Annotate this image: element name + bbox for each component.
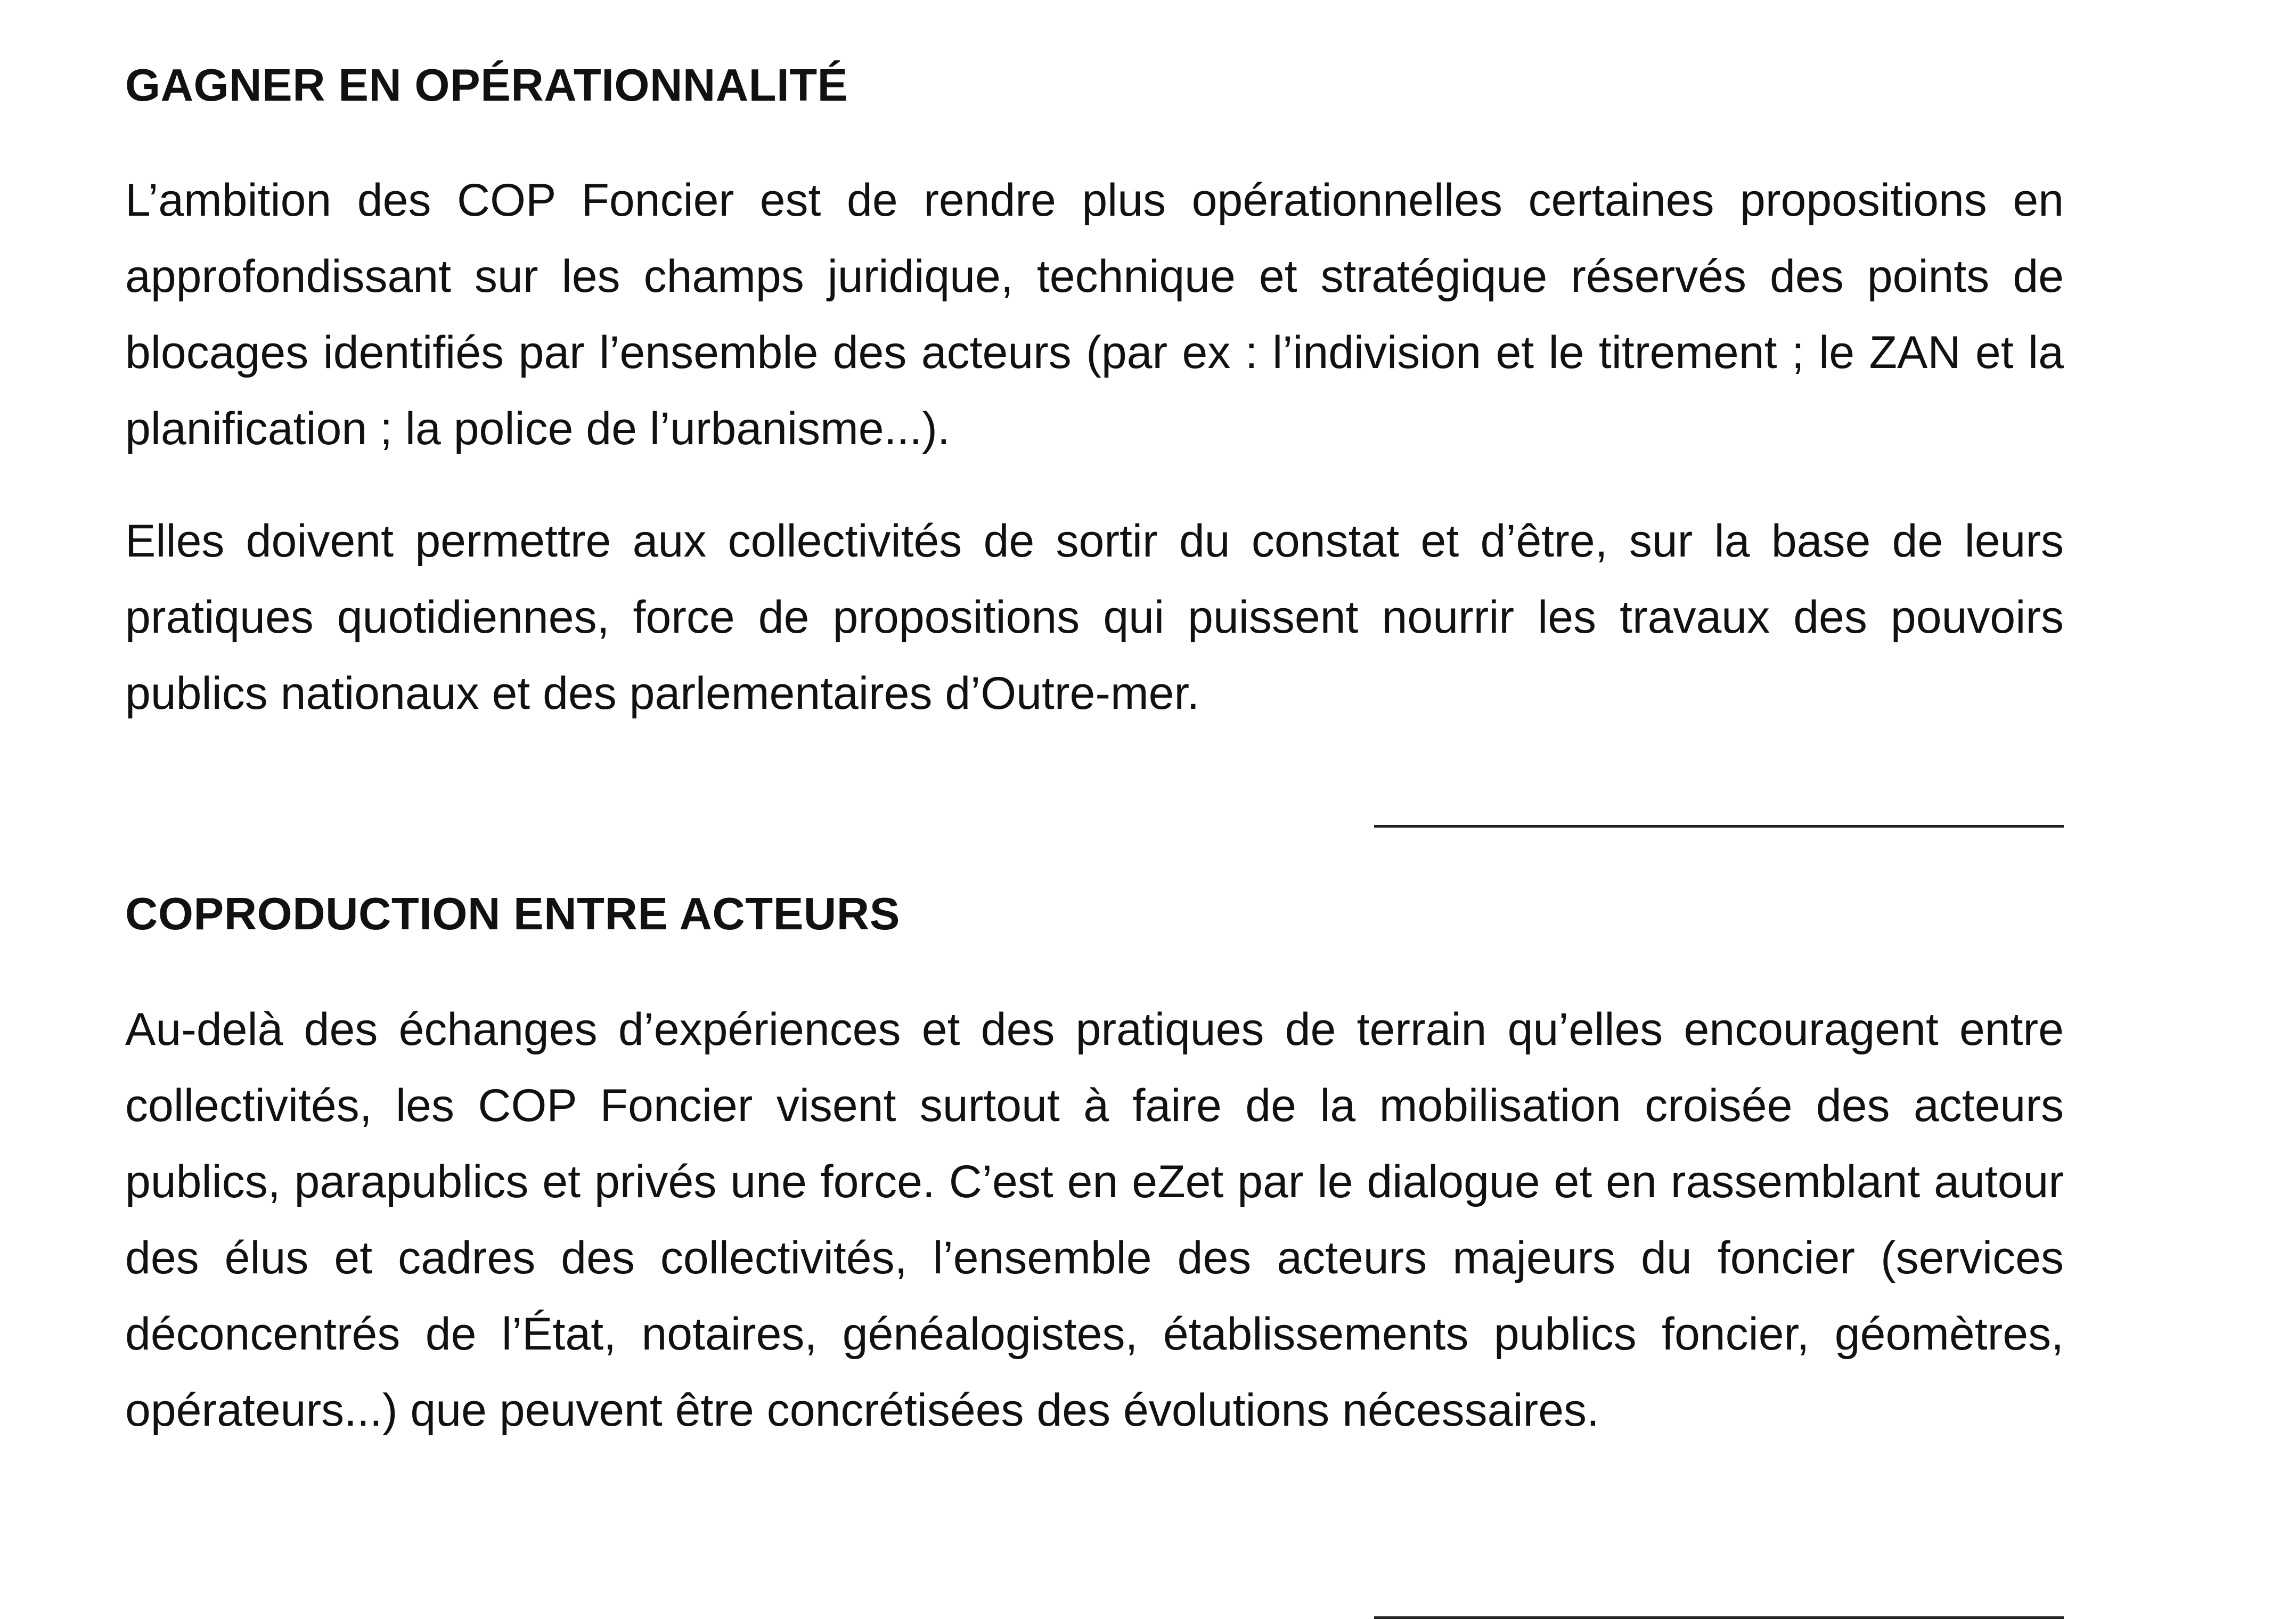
section-divider [1374, 825, 2064, 828]
paragraph-collectivites: Elles doivent permettre aux collectivités de sortir du constat et d’être, sur la base de leurs pratiques quotidiennes, force de propositions qui puissent nourrir les travaux des pouvoirs publics nationaux et des parlementaires d’Outre-mer. [125, 516, 2064, 719]
paragraph-coproduction: Au-delà des échanges d’expériences et des pratiques de terrain qu’elles encouragent entre collectivités, les COP Foncier visent surtout à faire de la mobilisation croisée des acteurs publics, parapublics et privés une force. C’est en eZet par le dialogue et en rassemblant autour des élus et cadres des collectivités, l’ensemble des acteurs majeurs du foncier (services déconcentrés de l’État, notaires, généalogistes, établissements publics foncier, géomètres, opérateurs...) que peuvent être concrétisées des évolutions nécessaires. [125, 1004, 2064, 1436]
section-divider [1374, 1616, 2064, 1619]
section-heading-coproduction: COPRODUCTION ENTRE ACTEURS [125, 889, 900, 939]
section-heading-operationnalite: GAGNER EN OPÉRATIONNALITÉ [125, 60, 848, 111]
paragraph-ambition: L’ambition des COP Foncier est de rendre plus opérationnelles certaines propositions en approfondissant sur les champs juridique, technique et stratégique réservés des points de blocages identifiés par l’ensemble des acteurs (par ex : l’indivision et le titrement ; le ZAN et la planification ; la police de l’urbanisme...). [125, 175, 2064, 454]
